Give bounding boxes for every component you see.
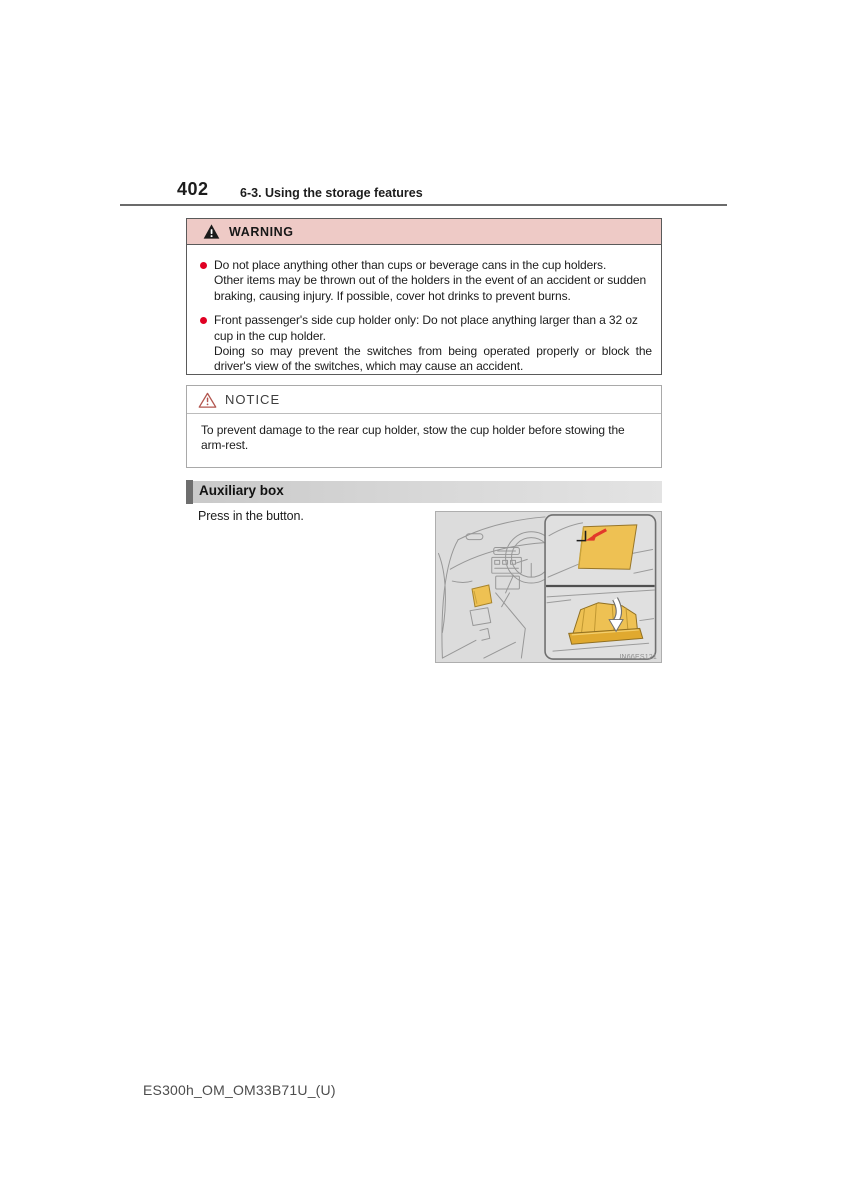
dashboard-illustration bbox=[436, 512, 661, 662]
warning-header bbox=[187, 219, 661, 245]
warning-item-detail: Other items may be thrown out of the holders in the event of an accident or sudden braking, causing injury. If possible, cover hot drinks to prevent burns. bbox=[214, 273, 647, 303]
page-number: 402 bbox=[177, 179, 209, 199]
bullet-icon bbox=[200, 262, 207, 269]
bullet-icon bbox=[200, 317, 207, 324]
notice-text: To prevent damage to the rear cup holder, stow the cup holder before stowing the arm-rest. bbox=[201, 423, 625, 453]
warning-body bbox=[187, 245, 661, 375]
notice-title: NOTICE bbox=[225, 392, 281, 407]
notice-triangle-icon bbox=[198, 392, 217, 408]
warning-item bbox=[200, 313, 652, 375]
figure-auxiliary-box bbox=[435, 511, 662, 663]
notice-box bbox=[186, 385, 662, 468]
warning-item-lead: Do not place anything other than cups or beverage cans in the cup holders. bbox=[214, 258, 607, 272]
warning-item bbox=[200, 258, 652, 304]
figure-code: IN66ES121 bbox=[619, 654, 657, 661]
warning-title: WARNING bbox=[229, 224, 294, 239]
header-rule bbox=[120, 204, 727, 206]
instruction-text: Press in the button. bbox=[198, 509, 304, 523]
section-breadcrumb: 6-3. Using the storage features bbox=[240, 186, 423, 200]
warning-item-lead: Front passenger's side cup holder only: Do not place anything larger than a 32 oz cup in the cup holder. bbox=[214, 313, 638, 343]
warning-triangle-icon bbox=[203, 224, 220, 239]
section-heading bbox=[186, 481, 662, 503]
warning-item-detail: Doing so may prevent the switches from being operated properly or block the driver's view of the switches, which may cause an accident. bbox=[214, 344, 652, 374]
section-heading-label: Auxiliary box bbox=[199, 483, 284, 498]
heading-accent-bar bbox=[186, 480, 193, 504]
warning-box bbox=[186, 218, 662, 375]
footer-document-code: ES300h_OM_OM33B71U_(U) bbox=[143, 1082, 336, 1098]
notice-header bbox=[187, 386, 661, 414]
